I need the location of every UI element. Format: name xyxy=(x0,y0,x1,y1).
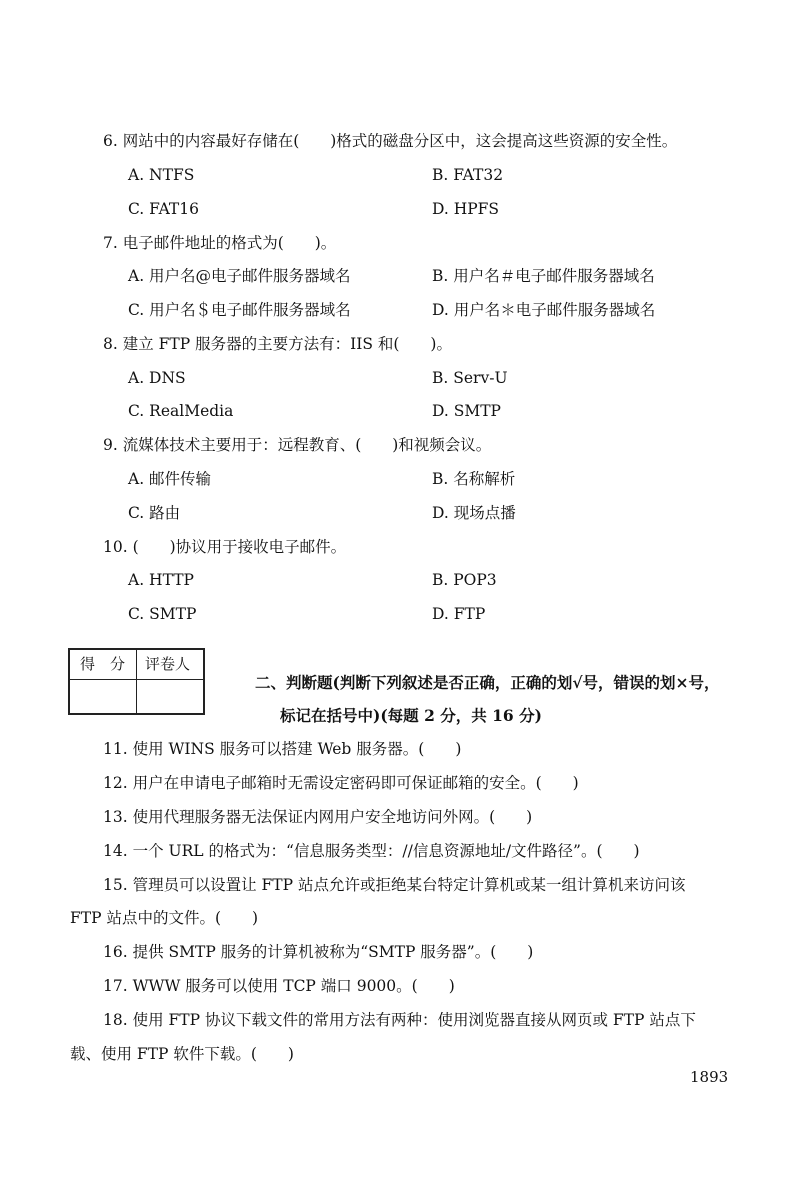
section-2-heading: 二、判断题(判断下列叙述是否正确，正确的划√号，错误的划×号， xyxy=(255,673,720,692)
question-12: 12. 用户在申请电子邮箱时无需设定密码即可保证邮箱的安全。( ) xyxy=(103,774,579,792)
question-9-option-c: C. 路由 xyxy=(128,504,181,522)
question-7-stem: 7. 电子邮件地址的格式为( )。 xyxy=(103,234,337,252)
question-7-option-b: B. 用户名＃电子邮件服务器域名 xyxy=(432,267,655,285)
question-8-option-b: B. Serv-U xyxy=(432,369,508,387)
question-9-option-d: D. 现场点播 xyxy=(432,504,516,522)
question-7-option-a: A. 用户名@电子邮件服务器域名 xyxy=(128,267,351,285)
question-8-stem: 8. 建立 FTP 服务器的主要方法有：IIS 和( )。 xyxy=(103,335,452,353)
question-10-option-c: C. SMTP xyxy=(128,605,197,623)
question-15: 15. 管理员可以设置让 FTP 站点允许或拒绝某台特定计算机或某一组计算机来访问该 xyxy=(103,876,686,894)
question-8-option-a: A. DNS xyxy=(128,369,186,387)
question-10-option-b: B. POP3 xyxy=(432,571,497,589)
question-9-option-b: B. 名称解析 xyxy=(432,470,516,488)
question-16: 16. 提供 SMTP 服务的计算机被称为“SMTP 服务器”。( ) xyxy=(103,943,534,961)
question-6-option-b: B. FAT32 xyxy=(432,166,504,184)
question-9-option-a: A. 邮件传输 xyxy=(128,470,212,488)
score-header: 得 分 xyxy=(80,655,126,673)
question-6-option-d: D. HPFS xyxy=(432,200,500,218)
page-number: 1893 xyxy=(690,1068,729,1086)
question-7-option-c: C. 用户名＄电子邮件服务器域名 xyxy=(128,301,351,319)
question-6-stem: 6. 网站中的内容最好存储在( )格式的磁盘分区中，这会提高这些资源的安全性。 xyxy=(103,132,678,150)
question-11: 11. 使用 WINS 服务可以搭建 Web 服务器。( ) xyxy=(103,740,462,758)
table-divider-horizontal xyxy=(70,679,203,680)
grader-header: 评卷人 xyxy=(145,655,191,673)
question-18: 18. 使用 FTP 协议下载文件的常用方法有两种：使用浏览器直接从网页或 FTP 站点下 xyxy=(103,1011,696,1029)
question-10-stem: 10. ( )协议用于接收电子邮件。 xyxy=(103,538,347,556)
question-14: 14. 一个 URL 的格式为：“信息服务类型：//信息资源地址/文件路径”。( ) xyxy=(103,842,640,860)
question-17: 17. WWW 服务可以使用 TCP 端口 9000。( ) xyxy=(103,977,455,995)
question-9-stem: 9. 流媒体技术主要用于：远程教育、( )和视频会议。 xyxy=(103,436,492,454)
question-8-option-d: D. SMTP xyxy=(432,402,501,420)
question-10-option-d: D. FTP xyxy=(432,605,486,623)
question-6-option-c: C. FAT16 xyxy=(128,200,199,218)
question-18-cont: 载、使用 FTP 软件下载。( ) xyxy=(70,1045,294,1063)
question-7-option-d: D. 用户名＊电子邮件服务器域名 xyxy=(432,301,656,319)
section-2-heading-cont: 标记在括号中)(每题 2 分，共 16 分) xyxy=(280,706,542,725)
question-10-option-a: A. HTTP xyxy=(128,571,194,589)
question-6-option-a: A. NTFS xyxy=(128,166,195,184)
question-15-cont: FTP 站点中的文件。( ) xyxy=(70,909,259,927)
question-8-option-c: C. RealMedia xyxy=(128,402,234,420)
table-divider-vertical xyxy=(136,650,137,713)
score-table xyxy=(68,648,205,715)
question-13: 13. 使用代理服务器无法保证内网用户安全地访问外网。( ) xyxy=(103,808,533,826)
